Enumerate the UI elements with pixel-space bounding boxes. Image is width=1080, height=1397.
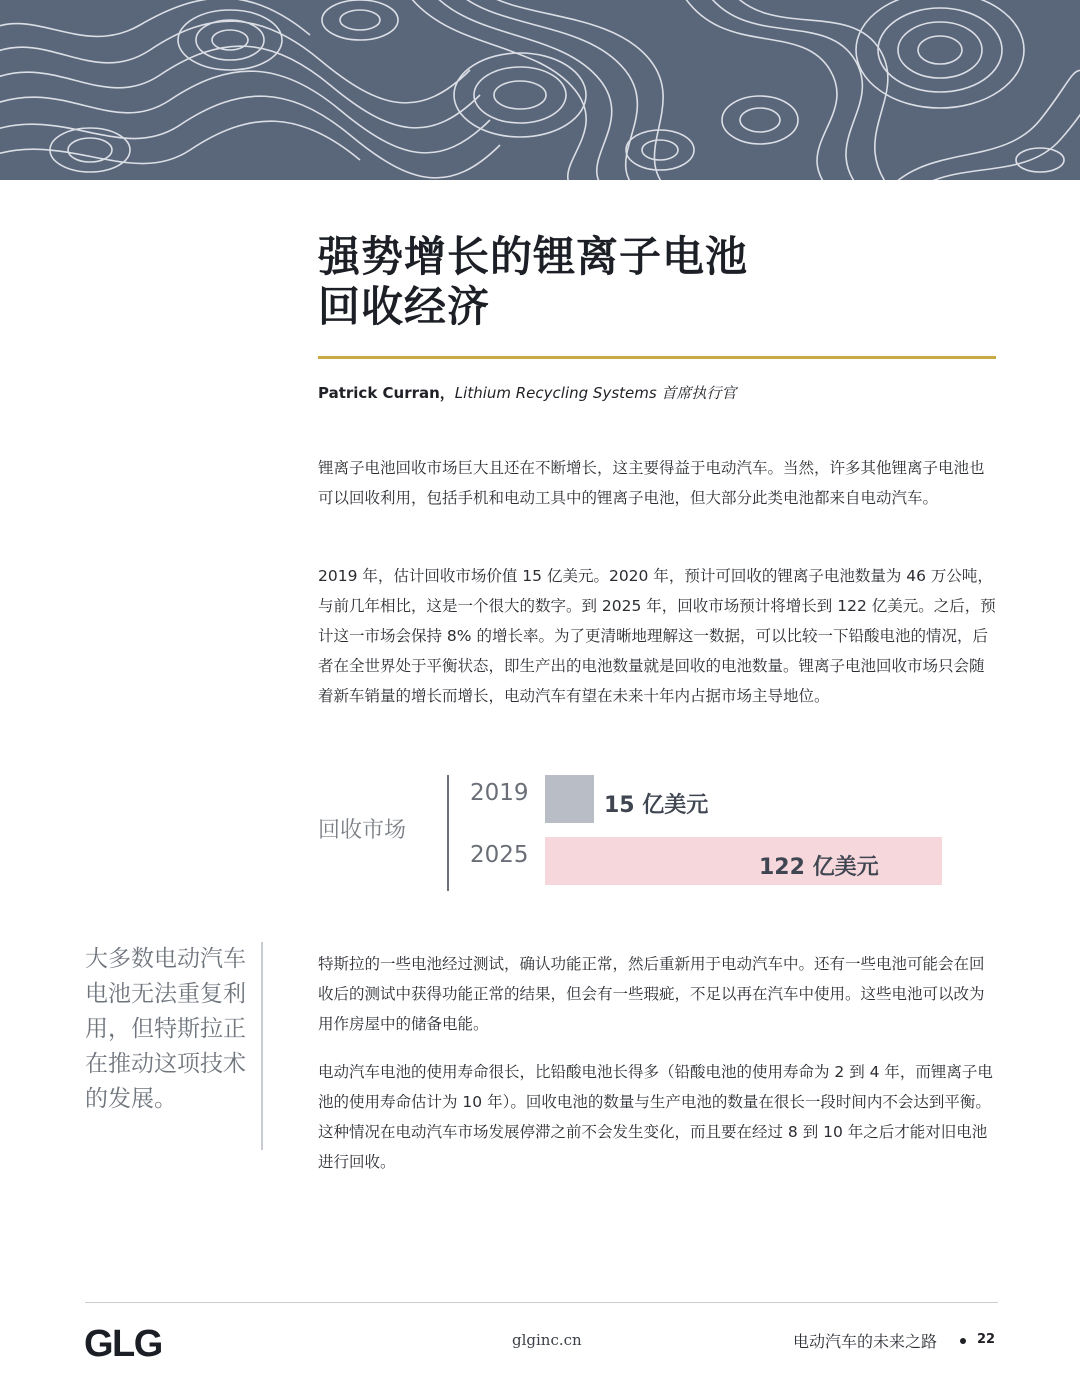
chart-bar-2019 — [545, 775, 594, 823]
separator-dot — [960, 1338, 966, 1344]
pull-quote-line: 大多数电动汽车 — [85, 946, 246, 972]
contour-pattern — [0, 0, 1080, 180]
recycling-market-chart — [0, 770, 1080, 895]
chart-bar-2025 — [545, 837, 942, 885]
pull-quote-line: 在推动这项技术 — [85, 1051, 246, 1077]
glg-logo: GLG — [84, 1323, 162, 1365]
website-link[interactable]: glginc.cn — [512, 1331, 582, 1349]
pull-quote — [85, 942, 255, 1117]
title-line-1: 强势增长的锂离子电池 — [318, 232, 749, 281]
chart-year-label-2019: 2019 — [470, 780, 529, 806]
chart-axis-line — [447, 775, 449, 891]
article-title — [318, 232, 1018, 332]
page-number: 22 — [977, 1332, 996, 1347]
author-name: Patrick Curran， — [318, 384, 455, 402]
pull-quote-line: 的发展。 — [85, 1086, 177, 1112]
body-paragraph-3: 特斯拉的一些电池经过测试，确认功能正常，然后重新用于电动汽车中。还有一些电池可能会在回收后的测试中获得功能正常的结果，但会有一些瑕疵，不足以再在汽车中使用。这些电池可以改为用作房屋中的储备电能。 — [318, 955, 985, 1033]
pull-quote-divider — [261, 942, 263, 1150]
pull-quote-line: 电池无法重复利 — [85, 981, 246, 1007]
chart-value-label-2019: 15 亿美元 — [604, 793, 709, 818]
chart-value-label-2025: 122 亿美元 — [759, 855, 879, 880]
chart-title: 回收市场 — [318, 818, 407, 843]
pull-quote-line: 用，但特斯拉正 — [85, 1016, 246, 1042]
chart-year-label-2025: 2025 — [470, 842, 529, 868]
author-role: Lithium Recycling Systems 首席执行官 — [454, 384, 737, 402]
body-paragraph-2: 2019 年，估计回收市场价值 15 亿美元。2020 年，预计可回收的锂离子电池数量为 46 万公吨，与前几年相比，这是一个很大的数字。到 2025 年，回收市场预计将增长到 122 亿美元。之后，预计这一市场会保持 8% 的增长率。为了更清晰地理解这一数据，可以比较一下铅酸电池的情况，后者在全世界处于平衡状态，即生产出的电池数量就是回收的电池数量。锂离子电池回收市场只会随着新车销量的增长而增长，电动汽车有望在未来十年内占据市场主导地位。 — [318, 567, 996, 705]
topographic-banner — [0, 0, 1080, 180]
body-paragraph-1: 锂离子电池回收市场巨大且还在不断增长，这主要得益于电动汽车。当然，许多其他锂离子电池也可以回收利用，包括手机和电动工具中的锂离子电池，但大部分此类电池都来自电动汽车。 — [318, 459, 985, 507]
document-title: 电动汽车的未来之路 — [793, 1332, 938, 1351]
title-divider — [318, 356, 996, 359]
body-paragraph-4: 电动汽车电池的使用寿命很长，比铅酸电池长得多（铅酸电池的使用寿命为 2 到 4 年，而锂离子电池的使用寿命估计为 10 年）。回收电池的数量与生产电池的数量在很长一段时间内不会达到平衡。这种情况在电动汽车市场发展停滞之前不会发生变化，而且要在经过 8 到 10 年之后才能对旧电池进行回收。 — [318, 1063, 993, 1171]
footer-divider — [85, 1302, 998, 1303]
byline — [318, 383, 736, 403]
title-line-2: 回收经济 — [318, 282, 491, 331]
